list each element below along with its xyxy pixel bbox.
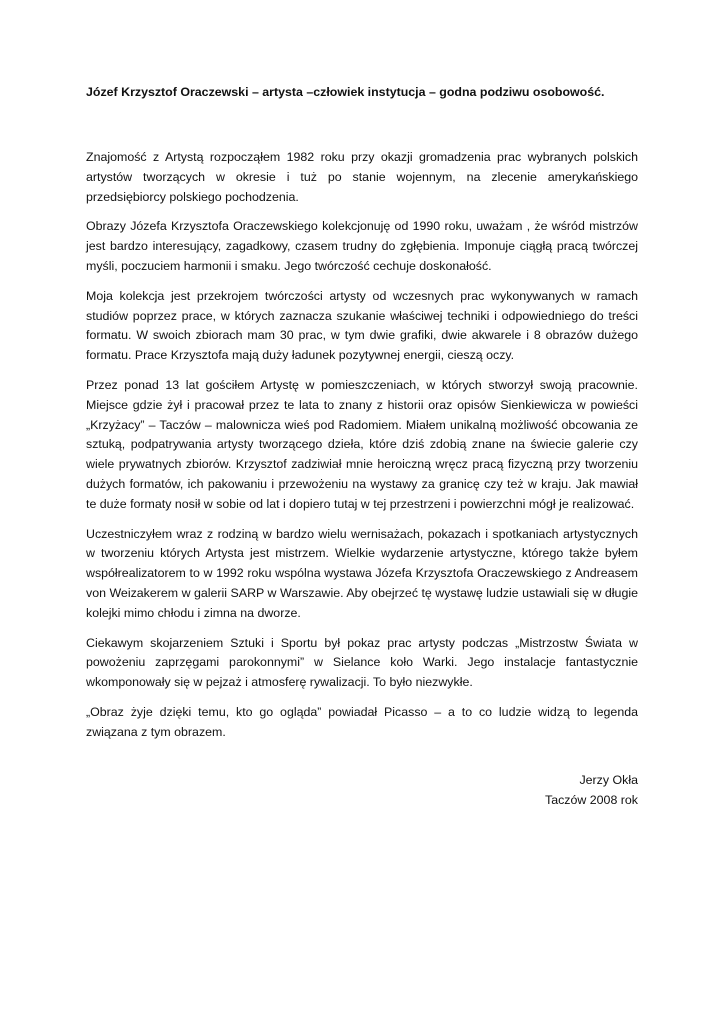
paragraph-collection-start: Obrazy Józefa Krzysztofa Oraczewskiego kolekcjonuję od 1990 roku, uważam , że wśród mistrzów jest bardzo interesujący, zagadkowy, czasem trudny do zgłębienia. Imponuje ciągłą pracą twórczej myśli, poczuciem harmonii i smaku. Jego twórczość cechuje doskonałość. [86,219,638,273]
signature-block [545,770,638,810]
paragraph-art-and-sport: Ciekawym skojarzeniem Sztuki i Sportu był pokaz prac artysty podczas „Mistrzostw Świata w powożeniu zaprzęgami parokonnymi” w Sielance koło Warki. Jego instalacje fantastycznie wkomponowały się w pejzaż i atmosferę rywalizacji. To było niezwykłe. [86,635,638,690]
paragraph-collection-scope: Moja kolekcja jest przekrojem twórczości artysty od wczesnych prac wykonywanych w ramach studiów poprzez prace, w których zaznacza szukanie właściwej techniki i odpowiedniego do treści formatu. W swoich zbiorach mam 30 prac, w tym dwie grafiki, dwie akwarele i 8 obrazów dużego formatu. Prace Krzysztofa mają duży ładunek pozytywnej energii, cieszą oczy. [86,288,638,363]
signature-place-date: Taczów 2008 rok [545,793,638,807]
paragraph-picasso-quote: „Obraz żyje dzięki temu, kto go ogląda” powiadał Picasso – a to co ludzie widzą to legenda związana z tym obrazem. [86,704,638,739]
paragraph-studio-taczow: Przez ponad 13 lat gościłem Artystę w pomieszczeniach, w których stworzył swoją pracownie. Miejsce gdzie żył i pracował przez te lata to znany z historii oraz opisów Sienkiewicza w powieści „Krzyżacy” – Taczów – malownicza wieś pod Radomiem. Miałem unikalną możliwość obcowania ze sztuką, podpatrywania artysty tworzącego dzieła, które dziś zdobią znane na świecie galerie czy wiele prywatnych zbiorów. Krzysztof zadziwiał mnie heroiczną wręcz pracą fizyczną przy tworzeniu dużych formatów, ich pakowaniu i przewożeniu na wystawy za granicę czy też w kraju. Jak mawiał te duże formaty nosił w sobie od lat i dopiero tutaj w tej przestrzeni i powierzchni mógł je realizować. [86,377,638,511]
document-body [86,84,638,743]
paragraph-exhibitions: Uczestniczyłem wraz z rodziną w bardzo wielu wernisażach, pokazach i spotkaniach artystycznych w tworzeniu których Artysta jest mistrzem. Wielkie wydarzenie artystyczne, którego także byłem współrealizatorem to w 1992 roku wspólna wystawa Józefa Krzysztofa Oraczewskiego z Andreasem von Weizakerem w galerii SARP w Warszawie. Aby obejrzeć tę wystawę ludzie ustawiali się w długie kolejki mimo chłodu i zimna na dworze. [86,526,638,620]
paragraph-acquaintance: Znajomość z Artystą rozpocząłem 1982 roku przy okazji gromadzenia prac wybranych polskich artystów tworzących w okresie i tuż po stanie wojennym, na zlecenie amerykańskiego przedsiębiorcy polskiego pochodzenia. [86,150,638,204]
document-title: Józef Krzysztof Oraczewski – artysta –człowiek instytucja – godna podziwu osobowość. [86,85,605,99]
signature-name: Jerzy Okła [579,773,638,787]
